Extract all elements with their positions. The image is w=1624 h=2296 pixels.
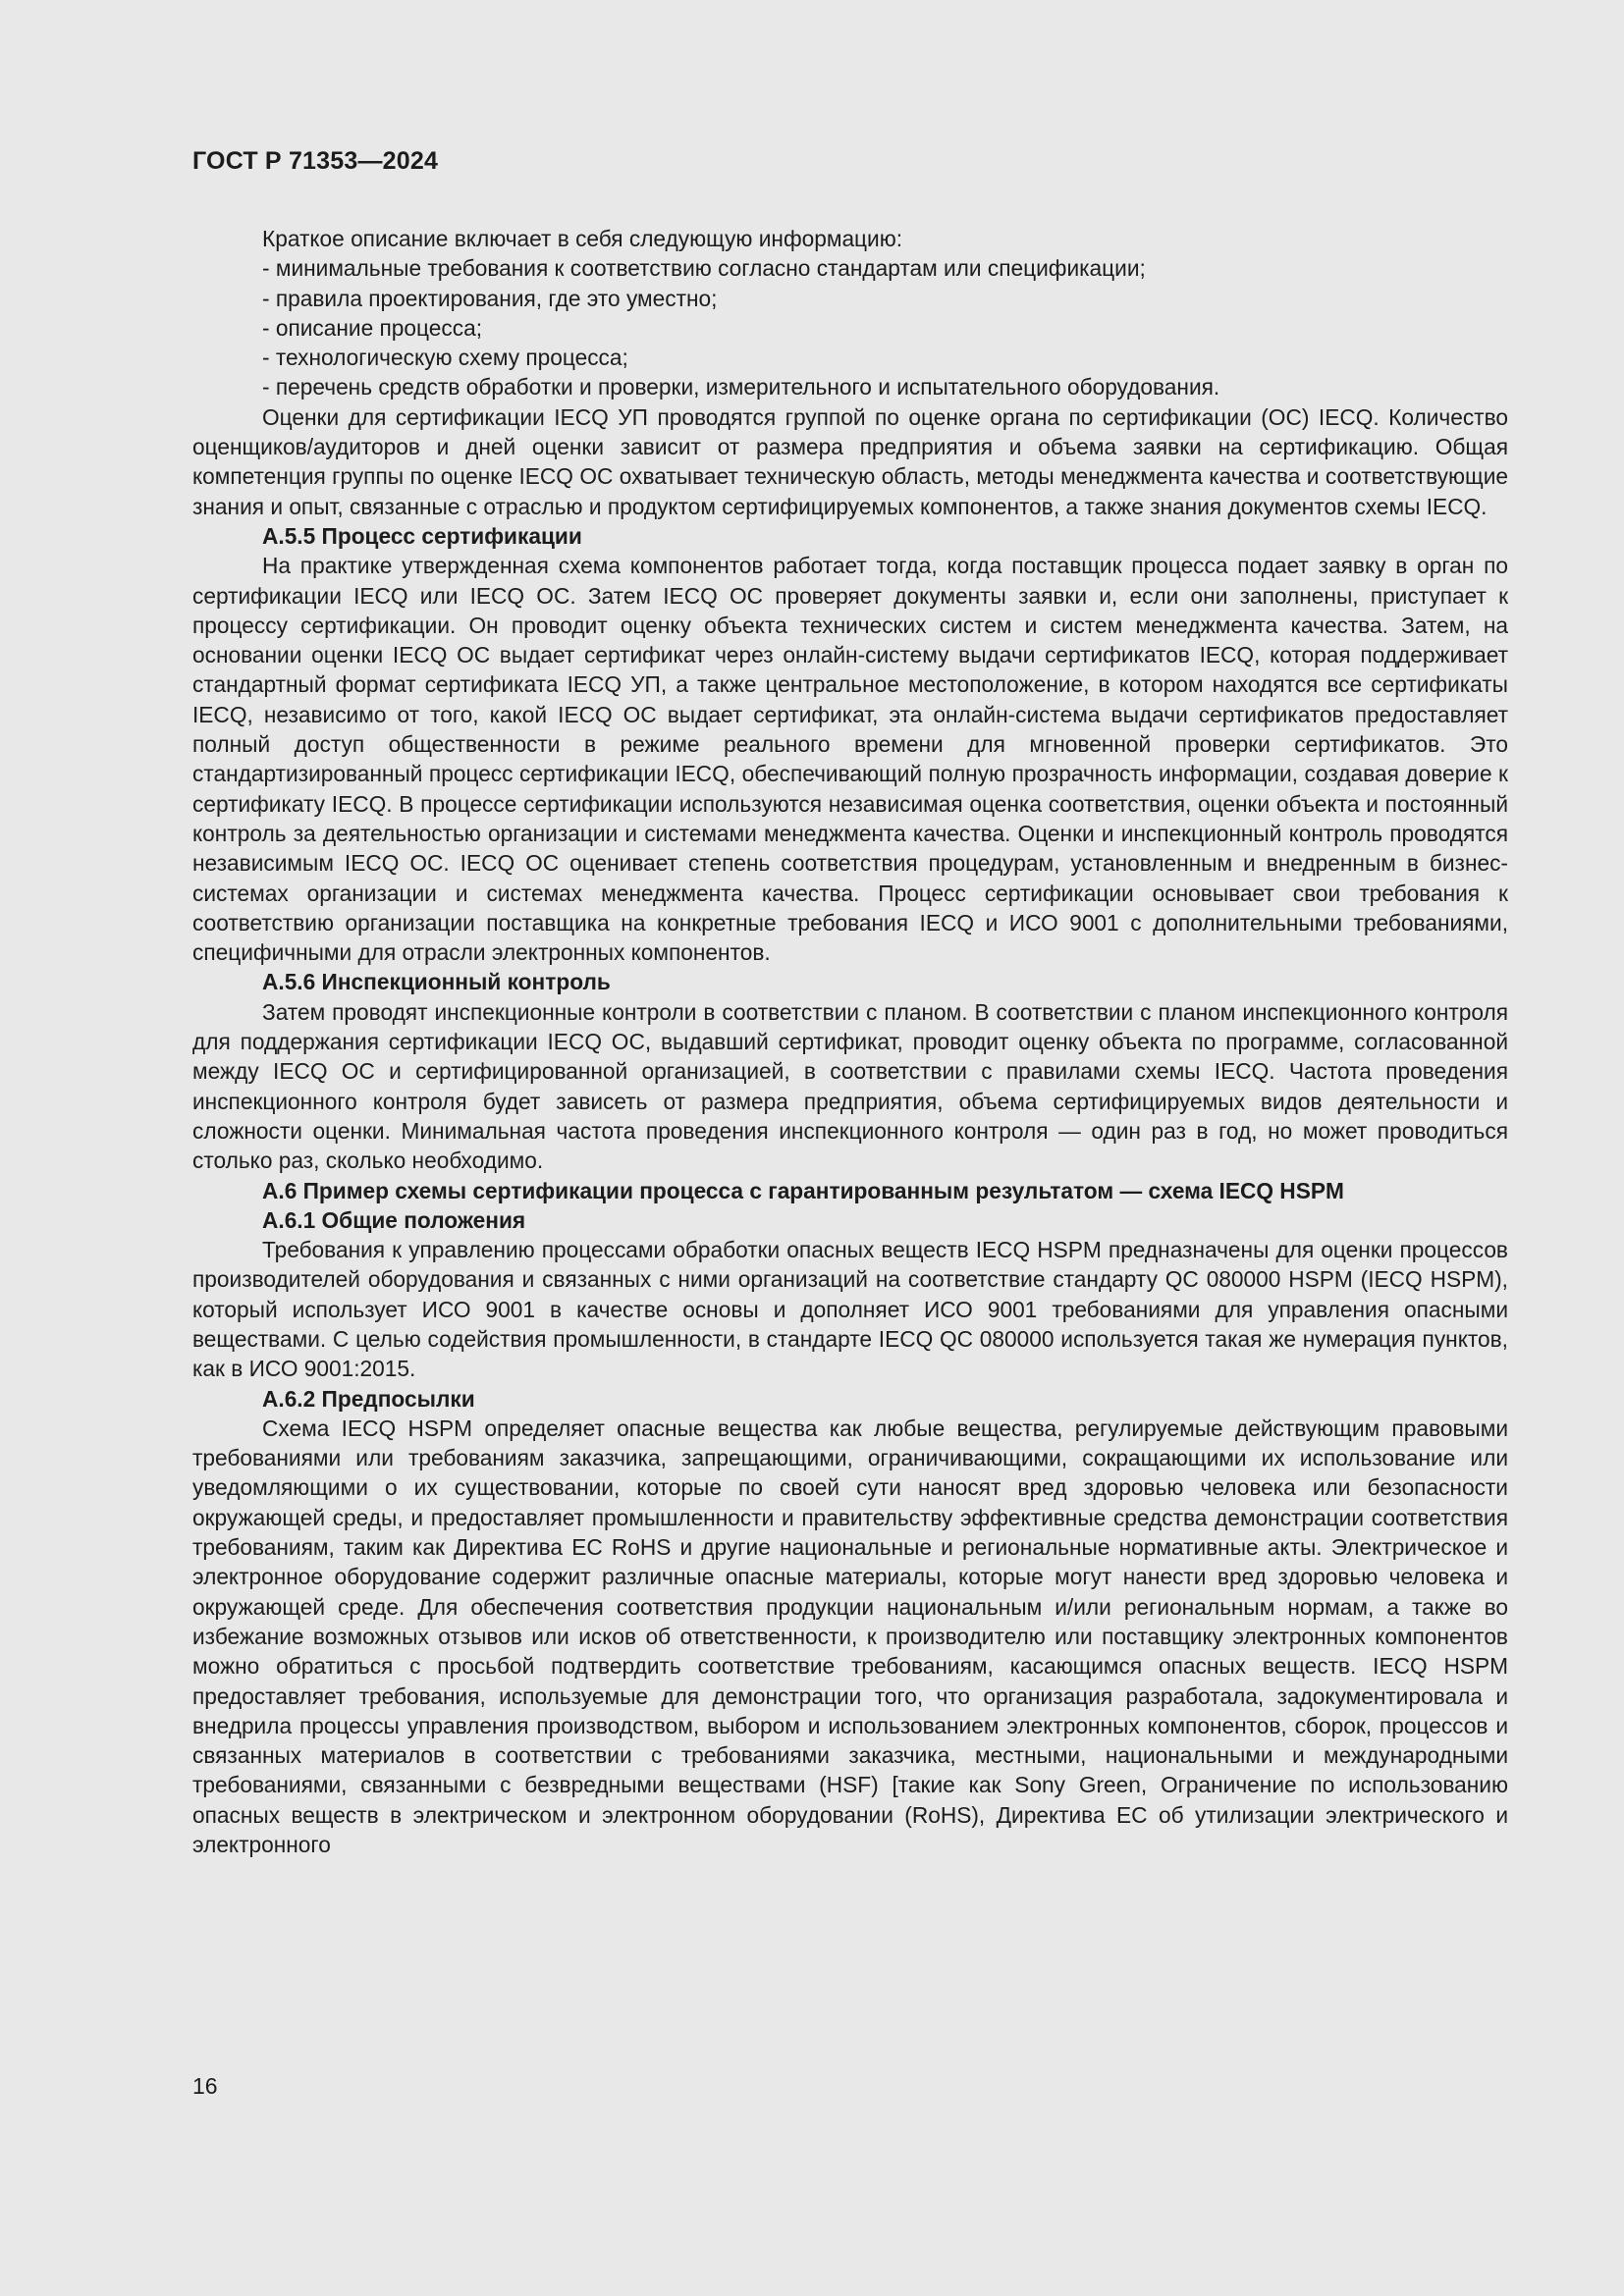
list-item: - описание процесса; bbox=[262, 314, 483, 341]
summary-contents-list bbox=[192, 224, 1508, 402]
section-heading-a6: А.6 Пример схемы сертификации процесса с гарантированным результатом — схема IECQ HSPM bbox=[262, 1177, 1344, 1203]
list-item: - правила проектирования, где это уместно; bbox=[262, 285, 718, 311]
page-number: 16 bbox=[192, 2073, 218, 2099]
list-lead: Краткое описание включает в себя следующую информацию: bbox=[262, 226, 903, 251]
assessment-paragraph: Оценки для сертификации IECQ УП проводятся группой по оценке органа по сертификации (ОС) IECQ. Количество оценщиков/аудиторов и дней оценки зависит от размера предприятия и объема заявки на сертификацию. Общая компетенция группы по оценке IECQ ОС охватывает техническую область, методы менеджмента качества и соответствующие знания и опыт, связанные с отраслью и продуктом сертифицируемых компонентов, а также знания документов схемы IECQ. bbox=[192, 403, 1508, 519]
section-text-a62: Схема IECQ HSPM определяет опасные вещества как любые вещества, регулируемые действующим правовыми требованиями или требованиям заказчика, запрещающими, ограничивающими, сокращающими их использование или уведомляющими о их существовании, которые по своей сути наносят вред здоровью человека или безопасности окружающей среды, и предоставляет промышленности и правительству эффективные средства демонстрации соответствия требованиям, таким как Директива ЕС RoHS и другие национальные и региональные нормативные акты. Электрическое и электронное оборудование содержит различные опасные материалы, которые могут нанести вред здоровью человека и окружающей среде. Для обеспечения соответствия продукции национальным и/или региональным нормам, а также во избежание возможных отзывов или исков об ответственности, к производителю или поставщику электронных компонентов можно обратиться с просьбой подтвердить соответствие требованиям, касающимся опасных веществ. IECQ HSPM предоставляет требования, используемые для демонстрации того, что организация разработала, задокументировала и внедрила процессы управления производством, выбором и использованием электронных компонентов, сборок, процессов и связанных материалов в соответствии с требованиями заказчика, местными, национальными и международными требованиями, связанными с безвредными веществами (HSF) [такие как Sony Green, Ограничение по использованию опасных веществ в электрическом и электронном оборудовании (RoHS), Директива ЕС об утилизации электрического и электронного bbox=[192, 1415, 1508, 1858]
document-body bbox=[192, 224, 1508, 1859]
list-item: - минимальные требования к соответствию согласно стандартам или спецификации; bbox=[262, 255, 1146, 282]
section-text-a55: На практике утвержденная схема компонентов работает тогда, когда поставщик процесса подает заявку в орган по сертификации IECQ или IECQ ОС. Затем IECQ ОС проверяет документы заявки и, если они заполнены, приступает к процессу сертификации. Он проводит оценку объекта технических систем и систем менеджмента качества. Затем, на основании оценки IECQ ОС выдает сертификат через онлайн-систему выдачи сертификатов IECQ, которая поддерживает стандартный формат сертификата IECQ УП, а также центральное местоположение, в котором находятся все сертификаты IECQ, независимо от того, какой IECQ ОС выдает сертификат, эта онлайн-система выдачи сертификатов предоставляет полный доступ общественности в режиме реального времени для мгновенной проверки сертификатов. Это стандартизированный процесс сертификации IECQ, обеспечивающий полную прозрачность информации, создавая доверие к сертификату IECQ. В процессе сертификации используются независимая оценка соответствия, оценки объекта и постоянный контроль за деятельностью организации и системами менеджмента качества. Оценки и инспекционный контроль проводятся независимым IECQ ОС. IECQ ОС оценивает степень соответствия процедурам, установленным и внедренным в бизнес-системах организации и системах менеджмента качества. Процесс сертификации основывает свои требования к соответствию организации поставщика на конкретные требования IECQ и ИСО 9001 с дополнительными требованиями, специфичными для отрасли электронных компонентов. bbox=[192, 553, 1508, 966]
list-item: - перечень средств обработки и проверки, измерительного и испытательного оборудования. bbox=[262, 374, 1220, 400]
list-item: - технологическую схему процесса; bbox=[262, 345, 628, 371]
section-heading-a62: А.6.2 Предпосылки bbox=[262, 1385, 475, 1412]
section-text-a61: Требования к управлению процессами обработки опасных веществ IECQ HSPM предназначены для оценки процессов производителей оборудования и связанных с ними организаций на соответствие стандарту QC 080000 HSPM (IECQ HSPM), который использует ИСО 9001 в качестве основы и дополняет ИСО 9001 требованиями для управления опасными веществами. С целью содействия промышленности, в стандарте IECQ QC 080000 используется такая же нумерация пунктов, как в ИСО 9001:2015. bbox=[192, 1237, 1508, 1382]
section-heading-a56: А.5.6 Инспекционный контроль bbox=[262, 969, 611, 995]
section-text-a56: Затем проводят инспекционные контроли в соответствии с планом. В соответствии с планом инспекционного контроля для поддержания сертификации IECQ ОС, выдавший сертификат, проводит оценку объекта по программе, согласованной между IECQ ОС и сертифицированной организацией, в соответствии с правилами схемы IECQ. Частота проведения инспекционного контроля будет зависеть от размера предприятия, объема сертифицируемых видов деятельности и сложности оценки. Минимальная частота проведения инспекционного контроля — один раз в год, но может проводиться столько раз, сколько необходимо. bbox=[192, 998, 1508, 1174]
section-heading-a61: А.6.1 Общие положения bbox=[262, 1206, 526, 1233]
document-code: ГОСТ Р 71353—2024 bbox=[192, 147, 439, 175]
section-heading-a55: А.5.5 Процесс сертификации bbox=[262, 522, 582, 549]
